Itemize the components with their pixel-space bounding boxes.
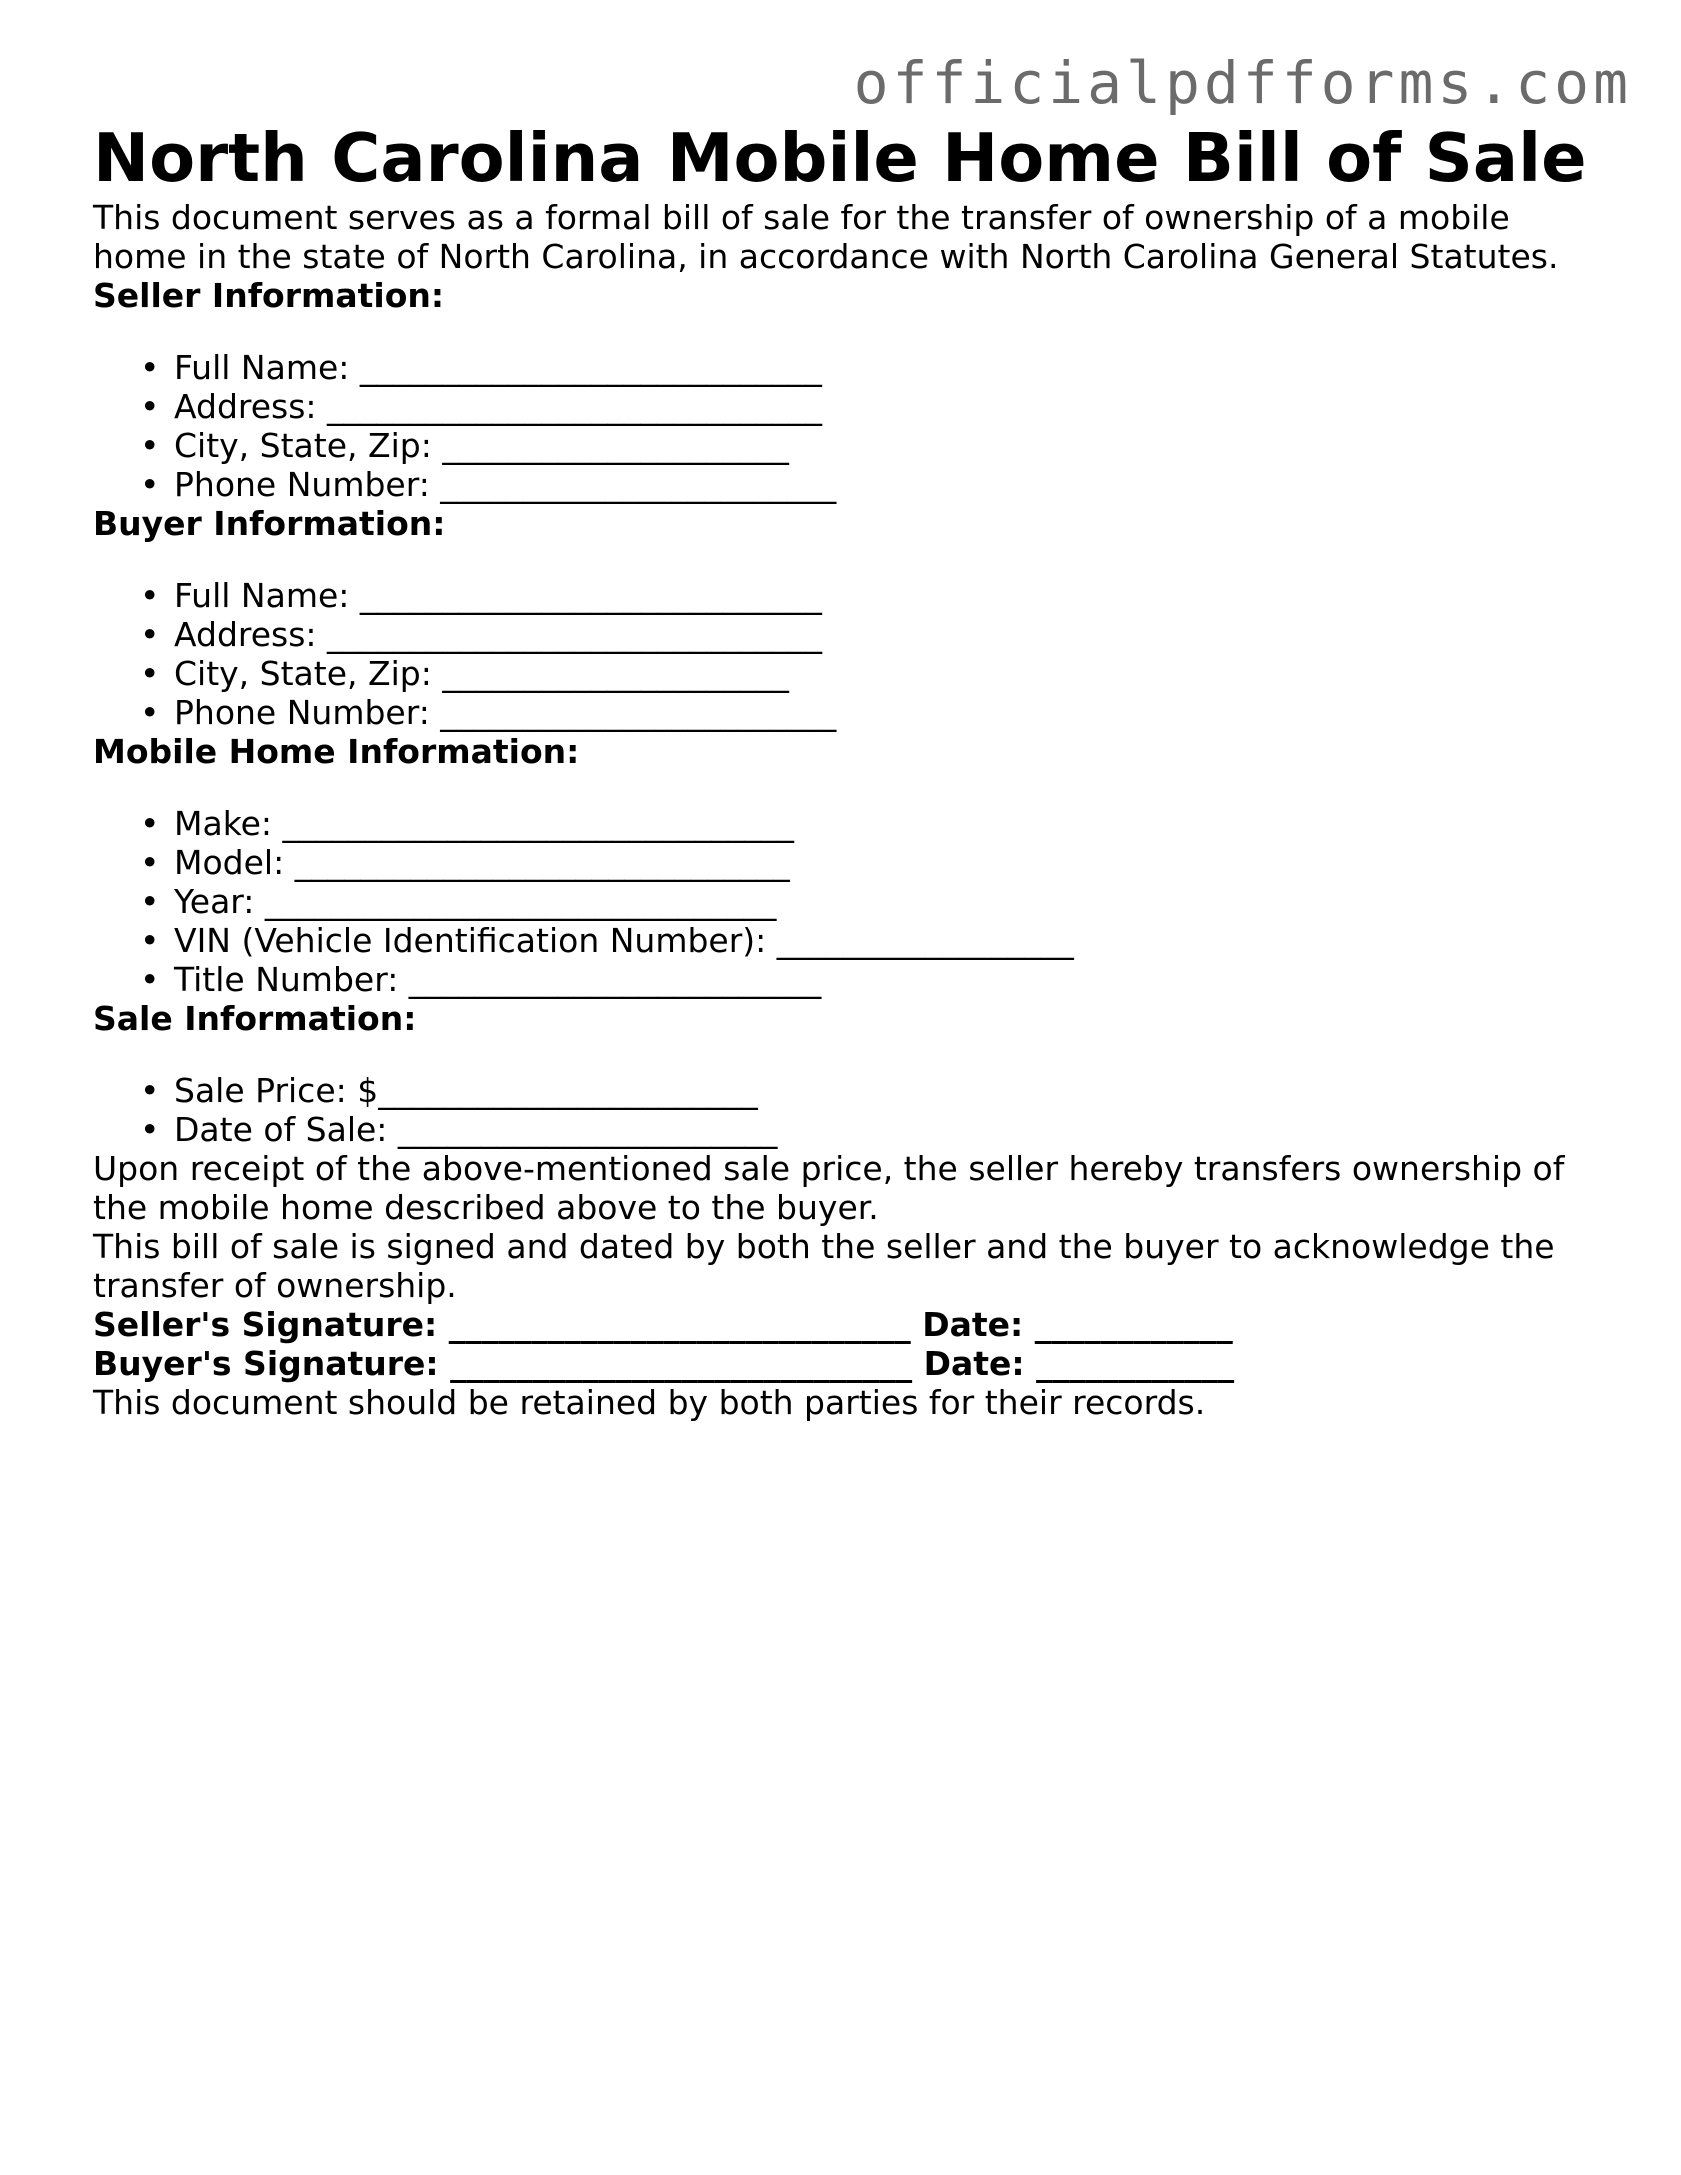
intro-paragraph: This document serves as a formal bill of sale for the transfer of ownership of a mobile home in the state of North Carolina, in accordance with North Carolina General Statutes. (93, 198, 1559, 276)
buyer-signature-line: Buyer's Signature: ____________________________ Date: ____________ (93, 1344, 1235, 1383)
bullet-icon: • (140, 654, 160, 693)
buyer-field-list (93, 576, 1593, 732)
seller-field-list (93, 348, 1593, 504)
year-field (140, 882, 1593, 921)
seller-phone-field (140, 465, 1593, 504)
retention-note: This document should be retained by both parties for their records. (93, 1383, 1206, 1422)
watermark-text: officialpdfforms.com (853, 49, 1632, 117)
buyer-city-state-zip-field (140, 654, 1593, 693)
bullet-icon: • (140, 804, 160, 843)
bullet-icon: • (140, 1071, 160, 1110)
bullet-icon: • (140, 843, 160, 882)
bullet-icon: • (140, 960, 160, 999)
bullet-icon: • (140, 576, 160, 615)
vin-field (140, 921, 1593, 960)
make-field (140, 804, 1593, 843)
mobile-home-field-list (93, 804, 1593, 999)
field-label: Address: ______________________________ (174, 615, 823, 654)
acknowledgement-paragraph: This bill of sale is signed and dated by both the seller and the buyer to acknowledge the transfer of ownership. (93, 1227, 1555, 1305)
seller-section-heading: Seller Information: (93, 276, 445, 315)
sale-section-heading: Sale Information: (93, 999, 417, 1038)
buyer-phone-field (140, 693, 1593, 732)
bullet-icon: • (140, 882, 160, 921)
bullet-icon: • (140, 465, 160, 504)
seller-full-name-field (140, 348, 1593, 387)
bullet-icon: • (140, 921, 160, 960)
bullet-icon: • (140, 348, 160, 387)
field-label: Phone Number: ________________________ (174, 465, 837, 504)
field-label: VIN (Vehicle Identification Number): __________________ (174, 921, 1074, 960)
field-label: Full Name: ____________________________ (174, 576, 822, 615)
title-number-field (140, 960, 1593, 999)
field-label: City, State, Zip: _____________________ (174, 654, 789, 693)
sale-price-field (140, 1071, 1593, 1110)
model-field (140, 843, 1593, 882)
seller-city-state-zip-field (140, 426, 1593, 465)
buyer-section-heading: Buyer Information: (93, 504, 446, 543)
field-label: Model: ______________________________ (174, 843, 790, 882)
field-label: Make: _______________________________ (174, 804, 795, 843)
sale-field-list (93, 1071, 1593, 1149)
document-title: North Carolina Mobile Home Bill of Sale (93, 119, 1587, 197)
field-label: Year: _______________________________ (174, 882, 777, 921)
field-label: City, State, Zip: _____________________ (174, 426, 789, 465)
bullet-icon: • (140, 1110, 160, 1149)
seller-address-field (140, 387, 1593, 426)
buyer-address-field (140, 615, 1593, 654)
bullet-icon: • (140, 693, 160, 732)
mobile-home-section-heading: Mobile Home Information: (93, 732, 580, 771)
field-label: Address: ______________________________ (174, 387, 823, 426)
seller-signature-line: Seller's Signature: ____________________________ Date: ____________ (93, 1305, 1233, 1344)
bullet-icon: • (140, 387, 160, 426)
bullet-icon: • (140, 426, 160, 465)
bullet-icon: • (140, 615, 160, 654)
field-label: Phone Number: ________________________ (174, 693, 837, 732)
field-label: Full Name: ____________________________ (174, 348, 822, 387)
buyer-full-name-field (140, 576, 1593, 615)
date-of-sale-field (140, 1110, 1593, 1149)
transfer-statement: Upon receipt of the above-mentioned sale price, the seller hereby transfers ownership of the mobile home described above to the buyer. (93, 1149, 1565, 1227)
field-label: Date of Sale: _______________________ (174, 1110, 778, 1149)
document-body (93, 118, 1593, 1422)
field-label: Title Number: _________________________ (174, 960, 822, 999)
field-label: Sale Price: $_______________________ (174, 1071, 758, 1110)
